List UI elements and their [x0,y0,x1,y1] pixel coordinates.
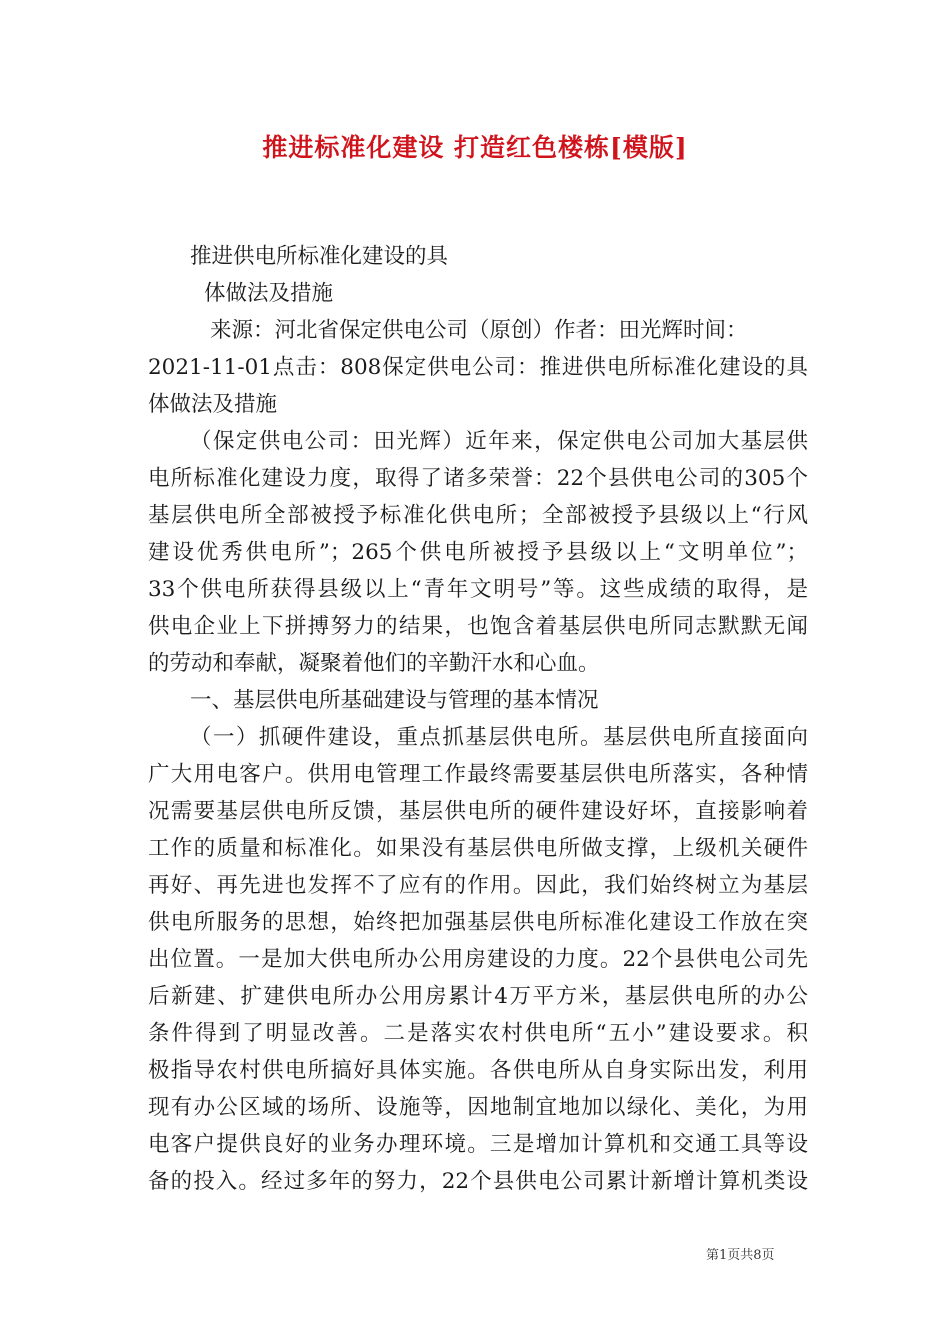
paragraph-line: 的劳动和奉献，凝聚着他们的辛勤汗水和心血。 [148,651,600,676]
paragraph-line: 电客户提供良好的业务办理环境。三是增加计算机和交通工具等设 [148,1132,808,1157]
paragraph-line: 现有办公区域的场所、设施等，因地制宜地加以绿化、美化，为用 [148,1095,808,1120]
source-line-cont: 2021-11-01点击：808保定供电公司：推进供电所标准化建设的具 [148,355,808,380]
paragraph-line: 条件得到了明显改善。二是落实农村供电所“五小”建设要求。积 [148,1021,808,1046]
paragraph-line: 出位置。一是加大供电所办公用房建设的力度。22个县供电公司先 [148,947,808,972]
paragraph-line: 极指导农村供电所搞好具体实施。各供电所从自身实际出发，利用 [148,1058,808,1083]
source-line-end: 体做法及措施 [148,392,278,417]
paragraph-line: 供电所服务的思想，始终把加强基层供电所标准化建设工作放在突 [148,910,808,935]
paragraph-line: 备的投入。经过多年的努力，22个县供电公司累计新增计算机类设 [148,1169,808,1194]
source-line: 来源：河北省保定供电公司（原创）作者：田光辉时间： [210,318,748,343]
paragraph-line: 建设优秀供电所”；265个供电所被授予县级以上“文明单位”； [148,540,808,565]
paragraph-line: 后新建、扩建供电所办公用房累计4万平方米，基层供电所的办公 [148,984,808,1009]
paragraph-line: 电所标准化建设力度，取得了诸多荣誉：22个县供电公司的305个 [148,466,808,491]
paragraph-line: 再好、再先进也发挥不了应有的作用。因此，我们始终树立为基层 [148,873,808,898]
paragraph-line: （保定供电公司：田光辉）近年来，保定供电公司加大基层供 [190,429,808,454]
subtitle-line-2: 体做法及措施 [204,281,334,306]
paragraph-line: 基层供电所全部被授予标准化供电所；全部被授予县级以上“行风 [148,503,808,528]
paragraph-line: 况需要基层供电所反馈，基层供电所的硬件建设好坏，直接影响着 [148,799,808,824]
paragraph-line: 工作的质量和标准化。如果没有基层供电所做支撑，上级机关硬件 [148,836,808,861]
paragraph-line: 广大用电客户。供用电管理工作最终需要基层供电所落实，各种情 [148,762,808,787]
paragraph-line: 33个供电所获得县级以上“青年文明号”等。这些成绩的取得，是 [148,577,808,602]
subtitle-line-1: 推进供电所标准化建设的具 [190,244,449,269]
page-number: 第1页共8页 [706,1248,775,1263]
document-title: 推进标准化建设 打造红色楼栋[模版] [262,133,688,162]
section-heading: 一、基层供电所基础建设与管理的基本情况 [190,688,599,713]
paragraph-line: 供电企业上下拼搏努力的结果，也饱含着基层供电所同志默默无闻 [148,614,808,639]
paragraph-line: （一）抓硬件建设，重点抓基层供电所。基层供电所直接面向 [190,725,808,750]
